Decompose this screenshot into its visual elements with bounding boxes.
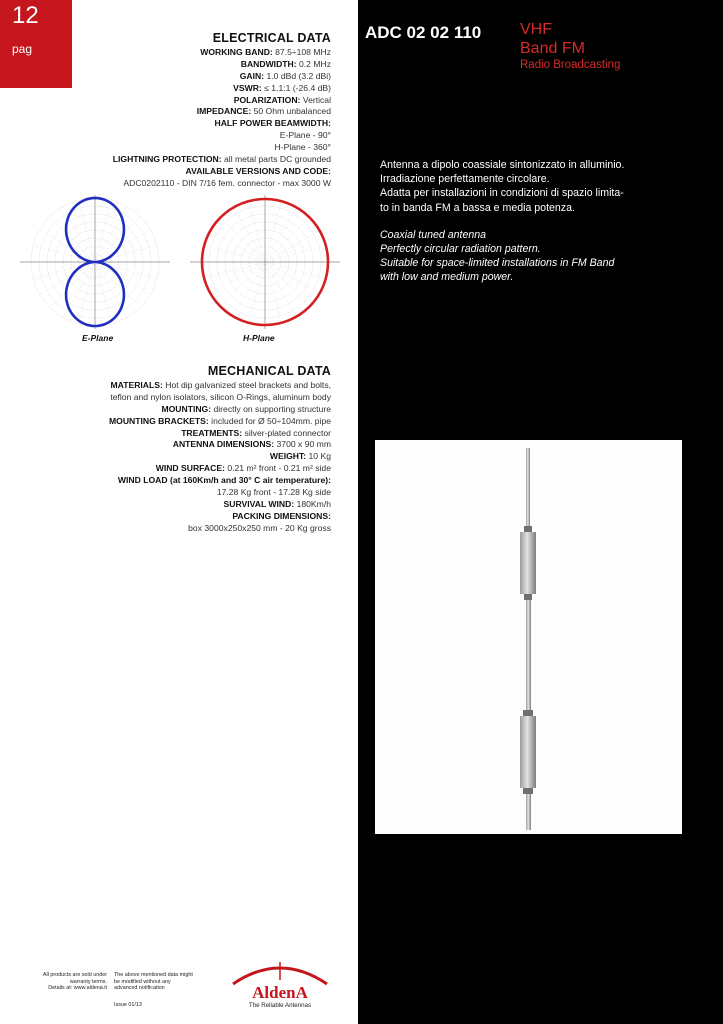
data-change-note <box>114 972 214 992</box>
desc-line: Perfectly circular radiation pattern. <box>380 243 541 256</box>
warranty-line: warranty terms. <box>69 978 107 985</box>
electrical-row <box>1 118 331 130</box>
spec-label: WEIGHT: <box>269 451 307 462</box>
band-heading <box>520 20 620 72</box>
mechanical-row <box>1 499 331 511</box>
spec-value: ADC0202110 - DIN 7/16 fem. connector - max 3000 W <box>123 177 331 188</box>
spec-value: 1.0 dBd (3.2 dBi) <box>266 70 331 81</box>
spec-value: H-Plane - 360° <box>274 142 331 153</box>
electrical-rows <box>1 47 331 190</box>
mechanical-row <box>1 487 331 499</box>
spec-value: 17.28 Kg front - 17.28 Kg side <box>216 487 331 498</box>
mechanical-row <box>1 463 331 475</box>
desc-line: with low and medium power. <box>380 271 514 284</box>
mechanical-data-section <box>1 366 331 535</box>
electrical-row <box>1 142 331 154</box>
spec-value: ≤ 1.1:1 (-26.4 dB) <box>264 82 331 93</box>
spec-value: E-Plane - 90° <box>279 130 331 141</box>
electrical-row <box>1 83 331 95</box>
electrical-row <box>1 71 331 83</box>
desc-line: Suitable for space-limited installations in FM Band <box>380 257 615 270</box>
h-plane-diagram <box>188 193 342 331</box>
spec-label: TREATMENTS: <box>181 427 243 438</box>
product-description <box>380 158 680 298</box>
mechanical-data-title: MECHANICAL DATA <box>207 364 331 378</box>
spec-label: MATERIALS: <box>110 379 163 390</box>
spec-value: 50 Ohm unbalanced <box>253 106 331 117</box>
warranty-line: All products are sold under <box>42 972 107 978</box>
logo-wordmark: AldenA <box>252 983 308 1002</box>
desc-line: Antenna a dipolo coassiale sintonizzato in alluminio. <box>380 159 625 171</box>
spec-value: 180Km/h <box>296 498 331 509</box>
logo-tagline: The Reliable Antennas <box>248 1002 312 1008</box>
desc-line: Adatta per installazioni in condizioni di spazio limita- <box>380 187 624 200</box>
notice-line: advanced notification <box>114 985 165 992</box>
mechanical-row <box>1 392 331 404</box>
product-code: ADC 02 02 110 <box>365 23 482 42</box>
spec-value: box 3000x250x250 mm - 20 Kg gross <box>188 522 331 533</box>
mechanical-row <box>1 523 331 535</box>
spec-label: PACKING DIMENSIONS: <box>232 510 331 521</box>
electrical-row <box>1 178 331 190</box>
h-plane-label: H-Plane <box>243 333 275 343</box>
spec-value: teflon and nylon isolators, silicon O-Rings, aluminum body <box>110 391 331 402</box>
spec-label: MOUNTING: <box>161 403 212 414</box>
spec-label: WORKING BAND: <box>200 46 273 57</box>
band-line-vhf: VHF <box>520 21 552 38</box>
spec-value: included for Ø 50÷104mm. pipe <box>211 415 331 426</box>
electrical-row <box>1 95 331 107</box>
mechanical-row <box>1 380 331 392</box>
spec-label: IMPEDANCE: <box>196 106 252 117</box>
spec-value: all metal parts DC grounded <box>224 154 331 165</box>
band-line-fm: Band FM <box>520 40 585 57</box>
spec-value: Vertical <box>302 94 331 105</box>
mechanical-row <box>1 439 331 451</box>
spec-label: HALF POWER BEAMWIDTH: <box>214 118 331 129</box>
band-line-application: Radio Broadcasting <box>520 59 621 71</box>
mechanical-row <box>1 428 331 440</box>
desc-line: Coaxial tuned antenna <box>380 228 487 241</box>
page-number: 12 <box>12 2 39 29</box>
electrical-row <box>1 166 331 178</box>
electrical-row <box>1 130 331 142</box>
warranty-note <box>35 972 107 992</box>
mechanical-row <box>1 511 331 523</box>
spec-value: 10 Kg <box>308 451 331 462</box>
notice-line: be modified without any <box>114 978 171 985</box>
e-plane-label: E-Plane <box>82 333 114 343</box>
spec-label: LIGHTNING PROTECTION: <box>112 154 222 165</box>
description-english <box>380 228 680 285</box>
spec-value: 0.2 MHz <box>299 58 331 69</box>
issue-label: Issue 01/13 <box>114 1002 142 1008</box>
warranty-line: Details at: www.aldena.it <box>48 985 107 992</box>
aldena-logo <box>225 958 335 1008</box>
h-plane-grid <box>190 195 340 329</box>
spec-label: BANDWIDTH: <box>240 58 297 69</box>
mechanical-row <box>1 475 331 487</box>
page-label: pag <box>12 42 33 56</box>
spec-value: directly on supporting structure <box>213 403 331 414</box>
description-italian <box>380 158 680 215</box>
electrical-data-section <box>1 33 331 190</box>
spec-label: ANTENNA DIMENSIONS: <box>172 439 275 450</box>
spec-value: Hot dip galvanized steel brackets and bolts, <box>165 379 331 390</box>
mechanical-row <box>1 404 331 416</box>
spec-label: SURVIVAL WIND: <box>223 498 295 509</box>
notice-line: The above mentioned data might <box>114 972 193 978</box>
left-panel <box>0 0 358 1024</box>
spec-value: 3700 x 90 mm <box>276 439 331 450</box>
e-plane-diagram <box>18 193 172 331</box>
spec-label: AVAILABLE VERSIONS AND CODE: <box>185 165 331 176</box>
desc-line: Irradiazione perfettamente circolare. <box>380 173 550 186</box>
spec-label: POLARIZATION: <box>233 94 301 105</box>
spec-label: VSWR: <box>233 82 262 93</box>
mechanical-rows <box>1 380 331 535</box>
mechanical-row <box>1 451 331 463</box>
spec-value: 0.21 m² front - 0.21 m² side <box>227 463 331 474</box>
spec-label: MOUNTING BRACKETS: <box>108 415 209 426</box>
electrical-row <box>1 59 331 71</box>
spec-value: 87.5÷108 MHz <box>275 46 331 57</box>
spec-label: WIND SURFACE: <box>155 463 225 474</box>
mechanical-row <box>1 416 331 428</box>
electrical-row <box>1 154 331 166</box>
electrical-data-title: ELECTRICAL DATA <box>212 31 331 45</box>
antenna-photo <box>375 440 682 834</box>
electrical-row <box>1 106 331 118</box>
spec-value: silver-plated connector <box>244 427 331 438</box>
spec-label: GAIN: <box>239 70 265 81</box>
desc-line: to in banda FM a bassa e media potenza. <box>380 201 575 214</box>
electrical-row <box>1 47 331 59</box>
spec-label: WIND LOAD (at 160Km/h and 30° C air temperature): <box>117 475 331 486</box>
